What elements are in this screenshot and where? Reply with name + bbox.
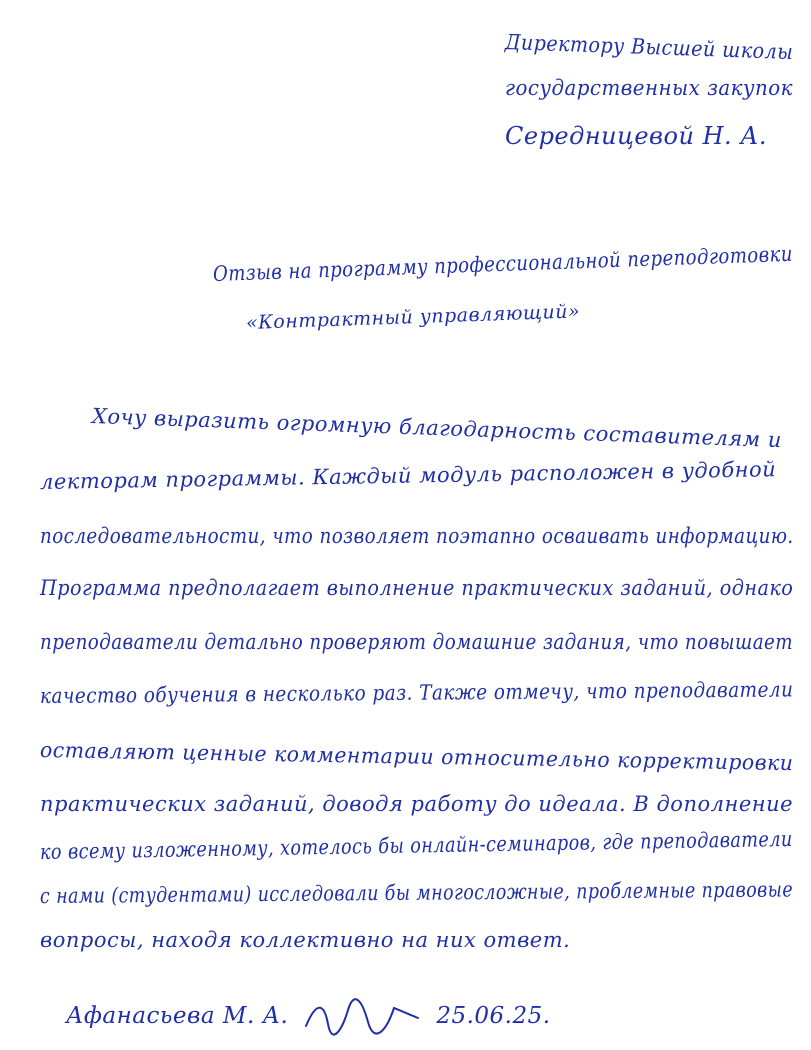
body-line: Программа предполагает выполнение практических заданий, однако (40, 576, 794, 600)
body-line: преподаватели детально проверяют домашние задания, что повышает (40, 630, 794, 654)
body-line: с нами (студентами) исследовали бы многосложные, проблемные правовые (39, 877, 794, 908)
body-line: лекторам программы. Каждый модуль расположен в удобной (39, 457, 777, 494)
signature-scribble-icon (302, 996, 422, 1036)
signature-block (66, 996, 551, 1036)
signature-date: 25.06.25. (436, 1003, 551, 1029)
addressee-line-1: Директору Высшей школы (504, 30, 794, 65)
body-line: Хочу выразить огромную благодарность составителям и (91, 404, 783, 453)
body-line: качество обучения в несколько раз. Также отмечу, что преподаватели (39, 677, 794, 708)
signer-name: Афанасьева М. А. (66, 1003, 289, 1029)
body-line: практических заданий, доводя работу до идеала. В дополнение (40, 792, 794, 816)
body-line: оставляют ценные комментарии относительно корректировки (39, 738, 794, 776)
body-line: ко всему изложенному, хотелось бы онлайн-семинаров, где преподаватели (39, 826, 793, 864)
letter-title: Отзыв на программу профессиональной переподготовки (212, 241, 794, 286)
addressee-line-3: Середницевой Н. А. (505, 122, 768, 150)
body-line: последовательности, что позволяет поэтапно осваивать информацию. (40, 524, 794, 548)
addressee-line-2: государственных закупок (505, 76, 793, 100)
body-line: вопросы, находя коллективно на них ответ. (40, 928, 571, 952)
letter-subtitle: «Контрактный управляющий» (245, 300, 581, 334)
